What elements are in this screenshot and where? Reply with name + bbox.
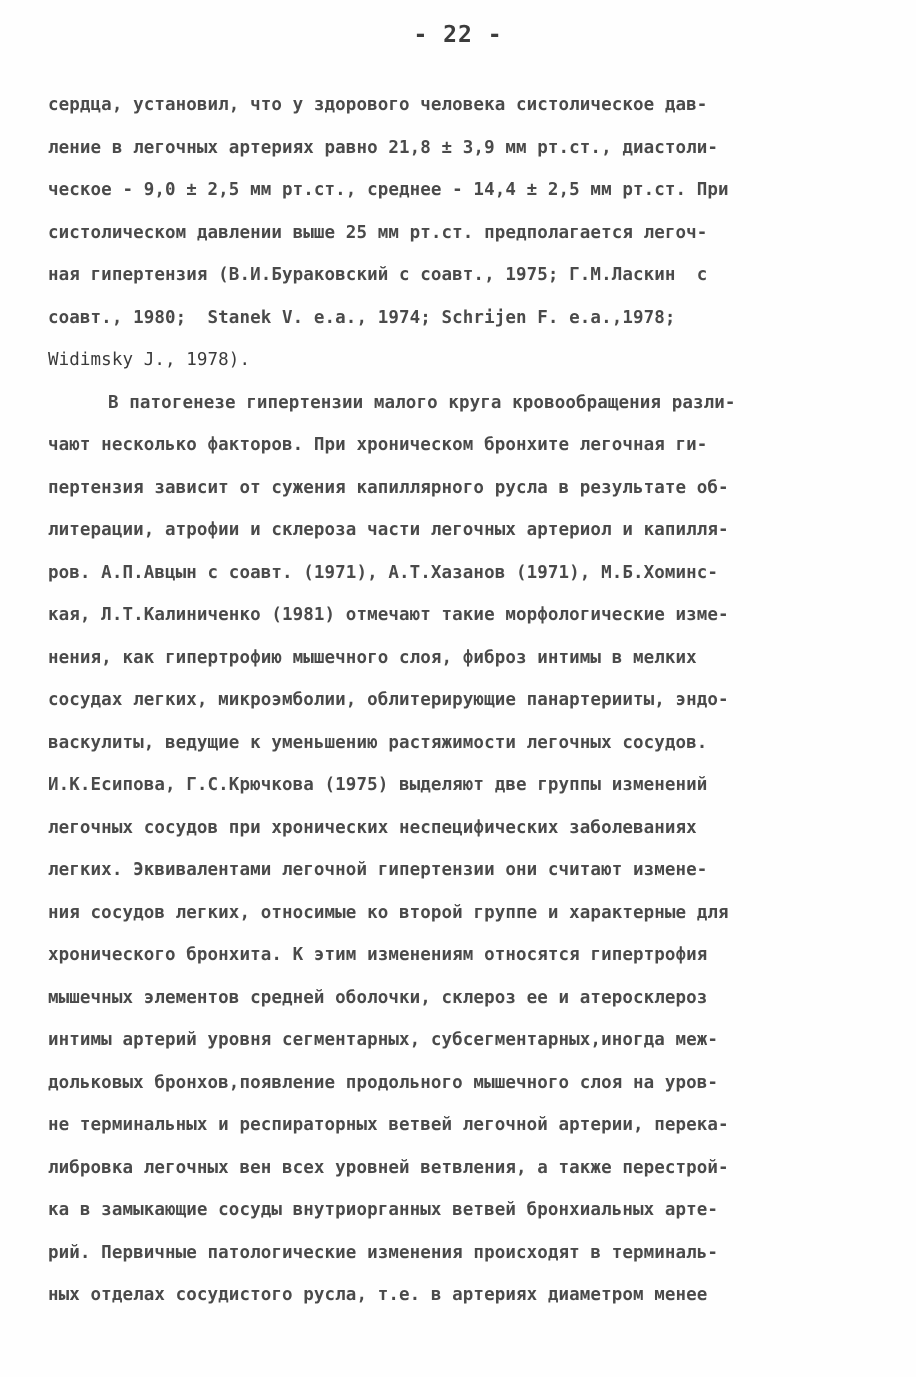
text-line: ния сосудов легких, относимые ко второй группе и характерные для xyxy=(48,902,729,923)
text-line: ров. А.П.Авцын с соавт. (1971), А.Т.Хазанов (1971), М.Б.Хоминс- xyxy=(48,562,719,583)
text-line: рий. Первичные патологические изменения происходят в терминаль- xyxy=(48,1242,719,1263)
text-line: дольковых бронхов,появление продольного мышечного слоя на уров- xyxy=(48,1072,719,1093)
text-line: ных отделах сосудистого русла, т.е. в артериях диаметром менее xyxy=(48,1285,708,1305)
text-line: ная гипертензия (В.И.Бураковский с соавт., 1975; Г.М.Ласкин с xyxy=(48,265,708,285)
text-line: легочных сосудов при хронических неспецифических заболеваниях xyxy=(48,817,697,838)
text-line: ческое - 9,0 ± 2,5 мм рт.ст., среднее - 14,4 ± 2,5 мм рт.ст. При xyxy=(48,180,729,200)
text-line: нения, как гипертрофию мышечного слоя, фиброз интимы в мелких xyxy=(48,647,697,668)
text-line: соавт., 1980; Stanek V. e.a., 1974; Schrijen F. e.a.,1978; xyxy=(48,307,676,328)
text-line: легких. Эквивалентами легочной гипертензии они считают измене- xyxy=(48,860,708,880)
text-line: сердца, установил, что у здорового человека систолическое дав- xyxy=(48,95,708,115)
text-line: не терминальных и респираторных ветвей легочной артерии, перека- xyxy=(48,1115,729,1135)
text-line: литерации, атрофии и склероза части легочных артериол и капилля- xyxy=(48,520,729,540)
text-line: систолическом давлении выше 25 мм рт.ст. предполагается легоч- xyxy=(48,222,708,243)
page-number: - 22 - xyxy=(413,22,503,48)
text-line: ление в легочных артериях равно 21,8 ± 3,9 мм рт.ст., диастоли- xyxy=(48,137,719,158)
text-line: Widimsky J., 1978). xyxy=(48,350,251,370)
text-line: интимы артерий уровня сегментарных, субсегментарных,иногда меж- xyxy=(48,1030,719,1050)
text-line: чают несколько факторов. При хроническом бронхите легочная ги- xyxy=(48,435,708,455)
text-line: кая, Л.Т.Калиниченко (1981) отмечают такие морфологические изме- xyxy=(48,605,729,625)
text-line: васкулиты, ведущие к уменьшению растяжимости легочных сосудов. xyxy=(48,732,708,753)
text-line: мышечных элементов средней оболочки, склероз ее и атеросклероз xyxy=(48,987,708,1008)
text-line: пертензия зависит от сужения капиллярного русла в результате об- xyxy=(48,477,729,498)
body-text xyxy=(48,84,878,1317)
text-line: ка в замыкающие сосуды внутриорганных ветвей бронхиальных арте- xyxy=(48,1200,719,1220)
paragraph-first-line: В патогенезе гипертензии малого круга кровообращения разли- xyxy=(108,392,736,413)
text-line: И.К.Есипова, Г.С.Крючкова (1975) выделяют две группы изменений xyxy=(48,775,708,795)
text-line: сосудах легких, микроэмболии, облитерирующие панартерииты, эндо- xyxy=(48,690,729,710)
text-line: либровка легочных вен всех уровней ветвления, а также перестрой- xyxy=(48,1157,729,1178)
text-line: хронического бронхита. К этим изменениям относятся гипертрофия xyxy=(48,945,708,965)
